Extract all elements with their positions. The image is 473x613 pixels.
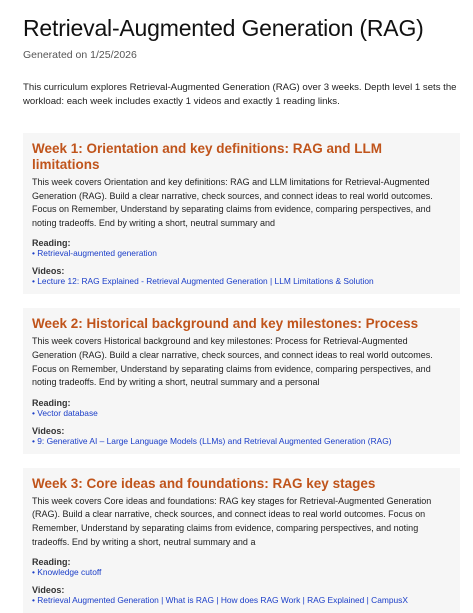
week-2-description: This week covers Historical background and key milestones: Process for Retrieval-Augmented Generation (RAG). Build a clear narrative, check sources, and connect ideas to real world outcomes. Focus on Remember, Understand by separating claims from evidence, comparing perspectives, and noting tradeoffs. End by writing a short, neutral summary and a personal (32, 336, 433, 388)
page-title: Retrieval-Augmented Generation (RAG) (23, 15, 424, 41)
week-3-video-link[interactable]: • Retrieval Augmented Generation | What is RAG | How does RAG Work | RAG Explained | CampusX (32, 595, 408, 606)
week-3-videos-label: Videos: (32, 585, 65, 596)
intro-paragraph: This curriculum explores Retrieval-Augmented Generation (RAG) over 3 weeks. Depth level 1 sets the workload: each week includes exactly 1 videos and exactly 1 reading links. (23, 82, 457, 107)
week-2-reading-link[interactable]: • Vector database (32, 407, 98, 418)
week-3-reading-label: Reading: (32, 557, 71, 568)
week-2-reading-label: Reading: (32, 397, 71, 408)
generated-date: Generated on 1/25/2026 (23, 49, 137, 61)
document-page (23, 14, 460, 613)
week-2-heading: Week 2: Historical background and key milestones: Process (32, 316, 419, 332)
week-3-description: This week covers Core ideas and foundations: RAG key stages for Retrieval-Augmented Generation (RAG). Build a clear narrative, check sources, and connect ideas to real world outcomes. Focus on Remember, Understand by separating claims from evidence, comparing perspectives, and noting tradeoffs. End by writing a short, neutral summary and a (32, 495, 432, 547)
week-1-section (23, 133, 460, 294)
week-2-videos-label: Videos: (32, 425, 65, 436)
week-3-section (23, 468, 460, 613)
week-1-reading-label: Reading: (32, 238, 71, 249)
week-3-heading: Week 3: Core ideas and foundations: RAG key stages (32, 475, 376, 491)
week-2-video-link[interactable]: • 9: Generative AI – Large Language Models (LLMs) and Retrieval Augmented Generation (RAG) (32, 435, 392, 446)
week-1-heading: Week 1: Orientation and key definitions: RAG and LLM limitations (32, 141, 383, 172)
week-1-description: This week covers Orientation and key definitions: RAG and LLM limitations for Retrieval-Augmented Generation (RAG). Build a clear narrative, check sources, and connect ideas to real world outcomes. Focus on Remember, Understand by separating claims from evidence, comparing perspectives, and noting tradeoffs. End by writing a short, neutral summary and (32, 177, 433, 228)
week-1-video-link[interactable]: • Lecture 12: RAG Explained - Retrieval Augmented Generation | LLM Limitations & Solution (32, 276, 374, 287)
week-2-section (23, 308, 460, 453)
week-1-reading-link[interactable]: • Retrieval-augmented generation (32, 248, 157, 259)
week-1-videos-label: Videos: (32, 266, 65, 277)
week-3-reading-link[interactable]: • Knowledge cutoff (32, 567, 102, 578)
